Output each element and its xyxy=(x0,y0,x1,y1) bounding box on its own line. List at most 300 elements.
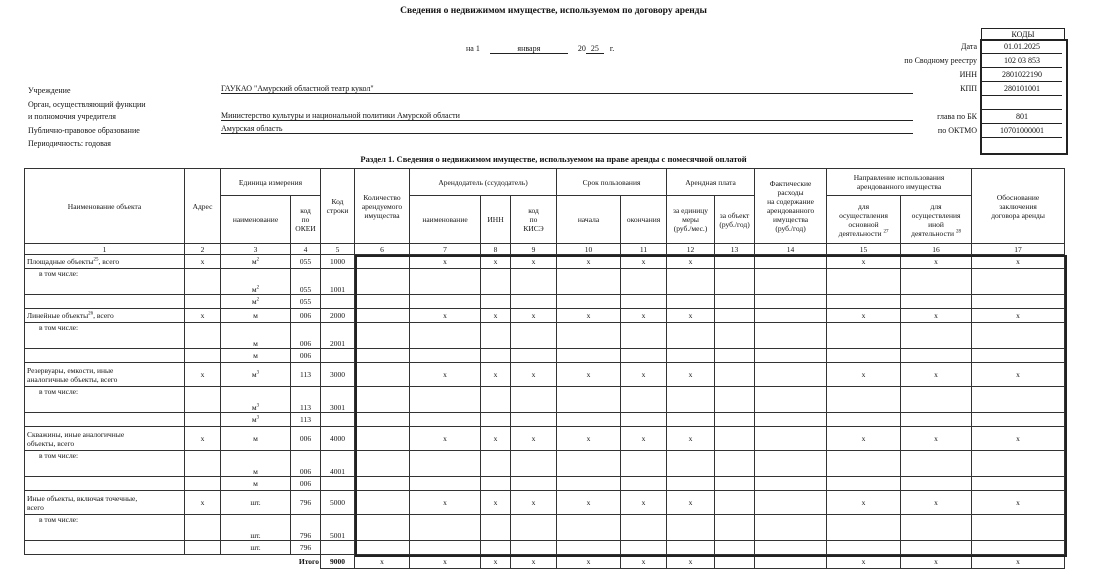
unit-name xyxy=(221,451,291,477)
empty-cell xyxy=(621,477,667,491)
empty-cell xyxy=(481,451,511,477)
unit-name xyxy=(221,515,291,541)
unit-name xyxy=(221,309,291,323)
institution-value: ГАУКАО "Амурский областной театр кукол" xyxy=(221,84,913,94)
empty-cell xyxy=(755,427,827,451)
x-mark: x xyxy=(410,555,481,569)
empty-cell xyxy=(621,451,667,477)
x-mark: x xyxy=(827,255,901,269)
x-mark: x xyxy=(621,555,667,569)
date-year-prefix: 20 xyxy=(577,44,586,53)
table-row-group xyxy=(25,309,1065,323)
empty-cell xyxy=(355,515,410,541)
table-row-blank xyxy=(25,477,1065,491)
unit-text: шт. xyxy=(250,531,261,540)
unit-power: 3 xyxy=(256,403,260,409)
empty-cell xyxy=(901,541,972,555)
footnote-ref: 25 xyxy=(93,257,99,263)
empty-cell xyxy=(410,349,481,363)
empty-cell xyxy=(667,515,715,541)
empty-cell xyxy=(715,295,755,309)
hdr-fact-1: Фактические xyxy=(769,179,812,188)
hdr-dir-main-4: деятельности xyxy=(838,228,882,238)
footnote-ref: 26 xyxy=(88,311,94,317)
empty-cell xyxy=(972,387,1065,413)
empty-cell xyxy=(481,541,511,555)
empty-cell xyxy=(715,349,755,363)
empty-cell xyxy=(511,269,557,295)
empty-cell xyxy=(511,477,557,491)
empty-cell xyxy=(355,541,410,555)
object-name xyxy=(25,491,185,515)
empty-cell xyxy=(901,515,972,541)
empty-cell xyxy=(715,555,755,569)
empty-cell xyxy=(667,323,715,349)
empty-cell xyxy=(755,363,827,387)
empty-cell xyxy=(355,387,410,413)
empty-cell xyxy=(972,541,1065,555)
unit-text: м xyxy=(253,351,258,360)
table-row-detail xyxy=(25,269,1065,295)
object-name xyxy=(25,309,185,323)
hdr-dir-other xyxy=(901,196,972,244)
object-name-text: Скважины, иные аналогичные xyxy=(27,429,125,439)
okei-code: 113 xyxy=(291,413,321,427)
unit-power: 3 xyxy=(256,370,260,376)
unit-text: шт. xyxy=(250,543,261,552)
empty-cell xyxy=(667,349,715,363)
hdr-term-start: начала xyxy=(557,196,621,244)
empty-cell xyxy=(321,349,355,363)
x-mark: x xyxy=(185,427,221,451)
x-mark: x xyxy=(481,363,511,387)
x-mark: x xyxy=(972,427,1065,451)
okei-code: 006 xyxy=(291,451,321,477)
hdr-rent-unit-1: за единицу xyxy=(673,206,709,215)
x-mark: x xyxy=(621,427,667,451)
unit-name xyxy=(221,413,291,427)
empty-cell xyxy=(715,451,755,477)
empty-cell xyxy=(667,269,715,295)
x-mark: x xyxy=(185,255,221,269)
okei-code: 796 xyxy=(291,491,321,515)
x-mark: x xyxy=(827,309,901,323)
object-name-line2: аналогичные объекты, всего xyxy=(27,374,118,384)
unit-power: 2 xyxy=(256,257,260,263)
x-mark: x xyxy=(667,309,715,323)
x-mark: x xyxy=(667,255,715,269)
empty-cell xyxy=(185,349,221,363)
hdr-unit-name: наименование xyxy=(221,196,291,244)
empty-cell xyxy=(185,541,221,555)
empty-cell xyxy=(755,309,827,323)
empty-cell xyxy=(755,295,827,309)
hdr-code-1: Код xyxy=(331,197,344,206)
empty-cell xyxy=(715,269,755,295)
empty-cell xyxy=(321,295,355,309)
unit-text: м xyxy=(251,415,257,424)
hdr-rent-obj-2: (руб./год) xyxy=(719,219,750,229)
empty-cell xyxy=(621,541,667,555)
empty-cell xyxy=(25,541,185,555)
x-mark: x xyxy=(972,555,1065,569)
empty-cell xyxy=(410,269,481,295)
column-number: 16 xyxy=(901,244,972,255)
empty-cell xyxy=(715,477,755,491)
x-mark: x xyxy=(481,427,511,451)
empty-cell xyxy=(901,413,972,427)
code-value: 2801022190 xyxy=(982,68,1062,82)
hdr-dir-other-2: осуществления xyxy=(911,210,961,220)
column-number: 15 xyxy=(827,244,901,255)
empty-cell xyxy=(25,413,185,427)
code-label: по Сводному реестру xyxy=(904,56,977,65)
hdr-basis-3: договора аренды xyxy=(991,210,1045,220)
empty-cell xyxy=(901,323,972,349)
object-name-suffix: , всего xyxy=(93,311,114,320)
empty-cell xyxy=(755,349,827,363)
object-name-suffix: , всего xyxy=(98,257,120,266)
hdr-name: Наименование объекта xyxy=(25,169,185,244)
empty-cell xyxy=(410,323,481,349)
empty-cell xyxy=(481,269,511,295)
table-row-detail xyxy=(25,515,1065,541)
section-title: Раздел 1. Сведения о недвижимом имуществе, используемом на праве аренды с помесячной оплатой xyxy=(360,154,747,164)
hdr-qty-3: имущества xyxy=(364,210,400,220)
public-entity-value: Амурская область xyxy=(221,124,913,134)
column-number: 2 xyxy=(185,244,221,255)
table-row-group xyxy=(25,491,1065,515)
code-value xyxy=(982,96,1062,110)
empty-cell xyxy=(827,269,901,295)
empty-cell xyxy=(715,515,755,541)
column-number: 8 xyxy=(481,244,511,255)
x-mark: x xyxy=(410,255,481,269)
x-mark: x xyxy=(827,491,901,515)
empty-cell xyxy=(557,387,621,413)
header-row-1 xyxy=(25,169,1065,196)
code-label: по ОКТМО xyxy=(937,126,977,135)
empty-cell xyxy=(511,295,557,309)
in-that-number-label: в том числе: xyxy=(25,323,185,349)
empty-cell xyxy=(667,541,715,555)
empty-cell xyxy=(511,387,557,413)
column-number: 11 xyxy=(621,244,667,255)
empty-cell xyxy=(715,387,755,413)
empty-cell xyxy=(972,477,1065,491)
hdr-unit: Единица измерения xyxy=(221,169,321,196)
unit-name xyxy=(221,427,291,451)
x-mark: x xyxy=(557,491,621,515)
okei-code: 055 xyxy=(291,295,321,309)
x-mark: x xyxy=(557,309,621,323)
empty-cell xyxy=(185,387,221,413)
empty-cell xyxy=(321,541,355,555)
empty-cell xyxy=(185,323,221,349)
empty-cell xyxy=(185,477,221,491)
empty-cell xyxy=(355,477,410,491)
column-number: 13 xyxy=(715,244,755,255)
empty-cell xyxy=(827,295,901,309)
empty-cell xyxy=(410,413,481,427)
empty-cell xyxy=(715,309,755,323)
empty-cell xyxy=(972,451,1065,477)
hdr-basis-2: заключения xyxy=(999,201,1037,211)
hdr-lessor: Арендодатель (ссудодатель) xyxy=(410,169,557,196)
empty-cell xyxy=(755,477,827,491)
empty-cell xyxy=(185,269,221,295)
founder-value: Министерство культуры и национальной политики Амурской области xyxy=(221,111,913,121)
empty-cell xyxy=(25,477,185,491)
hdr-okei-3: ОКЕИ xyxy=(295,224,316,233)
x-mark: x xyxy=(621,255,667,269)
code-label: ИНН xyxy=(959,70,977,79)
empty-cell xyxy=(755,255,827,269)
empty-cell xyxy=(715,541,755,555)
row-code: 5000 xyxy=(321,491,355,515)
okei-code: 006 xyxy=(291,309,321,323)
unit-text: м xyxy=(251,403,257,412)
hdr-fact-4: арендованного xyxy=(766,206,815,215)
row-code: 3001 xyxy=(321,387,355,413)
empty-cell xyxy=(827,323,901,349)
code-value: 102 03 853 xyxy=(982,54,1062,68)
table-row-detail xyxy=(25,451,1065,477)
unit-name xyxy=(221,255,291,269)
unit-text: м xyxy=(251,370,257,379)
row-code: 2000 xyxy=(321,309,355,323)
hdr-fact-3: на содержание xyxy=(767,197,814,206)
object-name-line2: всего xyxy=(27,502,44,512)
empty-cell xyxy=(667,387,715,413)
form-title: Сведения о недвижимом имуществе, используемом по договору аренды xyxy=(400,6,707,16)
unit-name xyxy=(221,363,291,387)
empty-cell xyxy=(355,269,410,295)
x-mark: x xyxy=(972,363,1065,387)
hdr-rent-obj xyxy=(715,196,755,244)
empty-cell xyxy=(557,269,621,295)
unit-power: 2 xyxy=(256,285,260,291)
column-number: 1 xyxy=(25,244,185,255)
in-that-number-label: в том числе: xyxy=(25,515,185,541)
x-mark: x xyxy=(901,255,972,269)
x-mark: x xyxy=(185,309,221,323)
x-mark: x xyxy=(621,491,667,515)
empty-cell xyxy=(557,515,621,541)
x-mark: x xyxy=(511,427,557,451)
empty-cell xyxy=(355,451,410,477)
hdr-dir-main-2: осуществления xyxy=(839,210,888,220)
empty-cell xyxy=(827,451,901,477)
column-number: 6 xyxy=(355,244,410,255)
unit-text: м xyxy=(253,339,258,348)
object-name-text: Резервуары, емкости, иные xyxy=(27,365,114,375)
unit-text: м xyxy=(251,257,257,266)
empty-cell xyxy=(621,413,667,427)
empty-cell xyxy=(410,515,481,541)
founder-label-2: и полномочия учредителя xyxy=(28,112,116,121)
row-code: 5001 xyxy=(321,515,355,541)
empty-cell xyxy=(827,387,901,413)
okei-code: 006 xyxy=(291,349,321,363)
unit-text: м xyxy=(253,311,258,320)
empty-cell xyxy=(511,541,557,555)
empty-cell xyxy=(185,413,221,427)
row-code: 2001 xyxy=(321,323,355,349)
x-mark: x xyxy=(901,363,972,387)
empty-cell xyxy=(321,413,355,427)
object-name xyxy=(25,363,185,387)
empty-cell xyxy=(715,363,755,387)
okei-code: 113 xyxy=(291,363,321,387)
hdr-dir-other-3: иной xyxy=(928,219,944,229)
empty-cell xyxy=(355,309,410,323)
table-row-group xyxy=(25,363,1065,387)
empty-cell xyxy=(410,477,481,491)
hdr-rent-obj-1: за объект xyxy=(719,210,750,220)
x-mark: x xyxy=(621,363,667,387)
empty-cell xyxy=(901,451,972,477)
hdr-address: Адрес xyxy=(185,169,221,244)
empty-cell xyxy=(355,323,410,349)
unit-name xyxy=(221,541,291,555)
table-row-blank xyxy=(25,413,1065,427)
row-code: 3000 xyxy=(321,363,355,387)
empty-cell xyxy=(621,515,667,541)
hdr-kise-3: КИСЭ xyxy=(523,224,544,233)
object-name xyxy=(25,427,185,451)
column-number: 14 xyxy=(755,244,827,255)
x-mark: x xyxy=(557,255,621,269)
unit-text: шт. xyxy=(250,498,261,507)
empty-cell xyxy=(25,295,185,309)
table-row-group xyxy=(25,255,1065,269)
date-month: января xyxy=(490,44,568,54)
empty-cell xyxy=(511,451,557,477)
unit-power: 2 xyxy=(256,297,260,303)
object-name-text: Иные объекты, включая точечные, xyxy=(27,493,138,503)
object-name-text: Площадные объекты xyxy=(27,257,94,266)
okei-code: 006 xyxy=(291,427,321,451)
date-year: 25 xyxy=(586,44,604,54)
hdr-okei-1: код xyxy=(300,206,311,215)
hdr-rent-unit xyxy=(667,196,715,244)
in-that-number-label: в том числе: xyxy=(25,451,185,477)
x-mark: x xyxy=(185,363,221,387)
empty-cell xyxy=(715,427,755,451)
unit-name xyxy=(221,295,291,309)
hdr-basis xyxy=(972,169,1065,244)
empty-cell xyxy=(972,349,1065,363)
empty-cell xyxy=(972,295,1065,309)
in-that-number-label: в том числе: xyxy=(25,269,185,295)
hdr-qty xyxy=(355,169,410,244)
unit-name xyxy=(221,269,291,295)
empty-cell xyxy=(355,295,410,309)
x-mark: x xyxy=(511,363,557,387)
column-number: 9 xyxy=(511,244,557,255)
x-mark: x xyxy=(481,255,511,269)
x-mark: x xyxy=(667,363,715,387)
empty-cell xyxy=(557,477,621,491)
empty-cell xyxy=(481,515,511,541)
hdr-dir-main-3: основной xyxy=(848,219,879,229)
okei-code: 796 xyxy=(291,541,321,555)
empty-cell xyxy=(511,413,557,427)
row-code: 1000 xyxy=(321,255,355,269)
date-prefix: на 1 xyxy=(466,44,480,53)
empty-cell xyxy=(557,541,621,555)
x-mark: x xyxy=(481,309,511,323)
x-mark: x xyxy=(621,309,667,323)
empty-cell xyxy=(755,515,827,541)
empty-cell xyxy=(481,349,511,363)
empty-cell xyxy=(557,295,621,309)
okei-code: 055 xyxy=(291,269,321,295)
empty-cell xyxy=(557,413,621,427)
empty-cell xyxy=(827,541,901,555)
x-mark: x xyxy=(827,363,901,387)
hdr-kise-2: по xyxy=(529,215,538,224)
date-line xyxy=(466,44,614,54)
empty-cell xyxy=(972,515,1065,541)
x-mark: x xyxy=(410,491,481,515)
hdr-unit-okei xyxy=(291,196,321,244)
x-mark: x xyxy=(511,555,557,569)
empty-cell xyxy=(667,477,715,491)
unit-name xyxy=(221,387,291,413)
x-mark: x xyxy=(410,363,481,387)
code-value: 801 xyxy=(982,110,1062,124)
x-mark: x xyxy=(410,309,481,323)
x-mark: x xyxy=(972,255,1065,269)
hdr-fact-2: расходы xyxy=(777,188,804,197)
unit-name xyxy=(221,349,291,363)
rent-table xyxy=(24,168,1065,569)
empty-cell xyxy=(355,255,410,269)
row-code: 4000 xyxy=(321,427,355,451)
hdr-fact-5: имущества xyxy=(772,215,809,224)
x-mark: x xyxy=(511,255,557,269)
empty-cell xyxy=(355,363,410,387)
unit-text: м xyxy=(253,434,258,443)
empty-cell xyxy=(755,323,827,349)
empty-cell xyxy=(901,295,972,309)
empty-cell xyxy=(185,451,221,477)
unit-text: м xyxy=(253,467,258,476)
empty-cell xyxy=(25,349,185,363)
table-row-detail xyxy=(25,323,1065,349)
total-code: 9000 xyxy=(321,555,355,569)
empty-cell xyxy=(901,387,972,413)
empty-cell xyxy=(511,515,557,541)
empty-cell xyxy=(715,413,755,427)
hdr-lessor-kise xyxy=(511,196,557,244)
x-mark: x xyxy=(410,427,481,451)
empty-cell xyxy=(355,491,410,515)
row-code: 1001 xyxy=(321,269,355,295)
hdr-term: Срок пользования xyxy=(557,169,667,196)
x-mark: x xyxy=(901,555,972,569)
empty-cell xyxy=(321,477,355,491)
empty-cell xyxy=(755,541,827,555)
x-mark: x xyxy=(901,309,972,323)
x-mark: x xyxy=(557,555,621,569)
empty-cell xyxy=(972,269,1065,295)
empty-cell xyxy=(755,269,827,295)
unit-power: 3 xyxy=(256,415,260,421)
hdr-rent-unit-3: (руб./мес.) xyxy=(673,224,708,233)
